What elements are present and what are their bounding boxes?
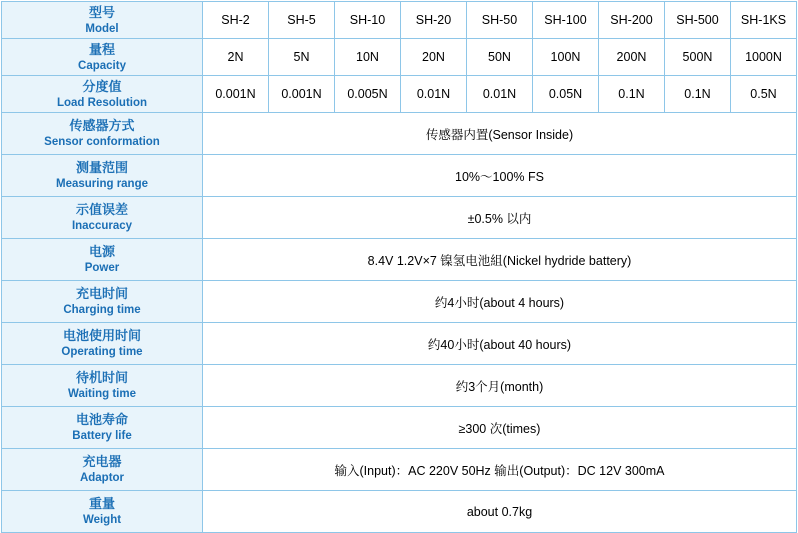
row-label	[2, 449, 203, 491]
row-label	[2, 197, 203, 239]
table-cell: 10N	[335, 39, 401, 76]
row-label-cn: 电池寿命	[75, 412, 128, 427]
row-label	[2, 39, 203, 76]
row-label-en: Inaccuracy	[71, 220, 133, 232]
row-label-en: Waiting time	[68, 388, 136, 400]
row-label	[2, 113, 203, 155]
table-cell-merged: 10%～100% FS	[203, 155, 797, 197]
table-cell: SH-50	[467, 2, 533, 39]
table-row	[2, 113, 797, 155]
row-label-en: Load Resolution	[56, 96, 148, 109]
table-row	[2, 2, 797, 39]
row-label-en: Sensor conformation	[44, 136, 160, 148]
row-label	[2, 155, 203, 197]
table-cell-merged: 输入(Input)：AC 220V 50Hz 输出(Output)：DC 12V 300mA	[203, 449, 797, 491]
row-label-cn: 量程	[88, 41, 115, 57]
row-label-en: Model	[85, 22, 119, 35]
table-cell: 0.05N	[533, 76, 599, 113]
table-row	[2, 76, 797, 113]
table-cell-merged: 8.4V 1.2V×7 镍氢电池組(Nickel hydride battery)	[203, 239, 797, 281]
table-cell: SH-20	[401, 2, 467, 39]
table-body	[2, 2, 797, 533]
row-label	[2, 491, 203, 533]
table-cell: 0.01N	[401, 76, 467, 113]
row-label-cn: 待机时间	[75, 370, 128, 385]
row-label-en: Adaptor	[79, 472, 125, 484]
row-label-en: Battery life	[72, 430, 132, 442]
table-cell: 0.005N	[335, 76, 401, 113]
table-row	[2, 239, 797, 281]
table-cell: 0.1N	[665, 76, 731, 113]
row-label-en: Charging time	[63, 304, 141, 316]
row-label	[2, 323, 203, 365]
table-cell: 20N	[401, 39, 467, 76]
row-label-cn: 电源	[88, 244, 115, 259]
row-label-cn: 测量范围	[75, 160, 128, 175]
table-cell-merged: ≥300 次(times)	[203, 407, 797, 449]
table-cell: SH-100	[533, 2, 599, 39]
row-label	[2, 407, 203, 449]
table-row	[2, 39, 797, 76]
table-cell: 0.1N	[599, 76, 665, 113]
table-cell: 5N	[269, 39, 335, 76]
row-label-en: Capacity	[78, 59, 126, 72]
row-label-en: Weight	[82, 514, 122, 526]
table-cell: 0.01N	[467, 76, 533, 113]
row-label	[2, 239, 203, 281]
table-cell: SH-1KS	[731, 2, 797, 39]
row-label-cn: 重量	[88, 496, 115, 511]
table-cell: SH-10	[335, 2, 401, 39]
table-cell-merged: ±0.5% 以内	[203, 197, 797, 239]
table-cell: SH-5	[269, 2, 335, 39]
table-cell: 50N	[467, 39, 533, 76]
table-cell-merged: 传感器内置(Sensor Inside)	[203, 113, 797, 155]
row-label	[2, 2, 203, 39]
table-row	[2, 323, 797, 365]
row-label-cn: 充电时间	[75, 286, 128, 301]
table-cell: 200N	[599, 39, 665, 76]
row-label-cn: 传感器方式	[69, 118, 135, 133]
row-label	[2, 76, 203, 113]
table-cell: SH-500	[665, 2, 731, 39]
row-label-cn: 分度值	[82, 78, 122, 94]
table-cell: 0.5N	[731, 76, 797, 113]
specification-table	[1, 1, 797, 533]
table-cell: 500N	[665, 39, 731, 76]
table-cell: SH-200	[599, 2, 665, 39]
row-label-en: Power	[84, 262, 120, 274]
table-row	[2, 449, 797, 491]
table-row	[2, 281, 797, 323]
table-cell-merged: 约3个月(month)	[203, 365, 797, 407]
table-cell: 2N	[203, 39, 269, 76]
table-cell: 0.001N	[203, 76, 269, 113]
row-label-cn: 型号	[88, 4, 115, 20]
row-label-en: Operating time	[61, 346, 143, 358]
table-cell-merged: about 0.7kg	[203, 491, 797, 533]
row-label-cn: 充电器	[82, 454, 122, 469]
table-cell-merged: 约4小时(about 4 hours)	[203, 281, 797, 323]
table-row	[2, 365, 797, 407]
table-cell: 1000N	[731, 39, 797, 76]
row-label	[2, 281, 203, 323]
row-label-en: Measuring range	[55, 178, 149, 190]
row-label-cn: 示值误差	[75, 202, 128, 217]
table-row	[2, 407, 797, 449]
table-cell: SH-2	[203, 2, 269, 39]
table-row	[2, 155, 797, 197]
row-label-cn: 电池使用时间	[62, 328, 141, 343]
table-row	[2, 491, 797, 533]
table-cell-merged: 约40小时(about 40 hours)	[203, 323, 797, 365]
table-cell: 0.001N	[269, 76, 335, 113]
table-row	[2, 197, 797, 239]
row-label	[2, 365, 203, 407]
table-cell: 100N	[533, 39, 599, 76]
